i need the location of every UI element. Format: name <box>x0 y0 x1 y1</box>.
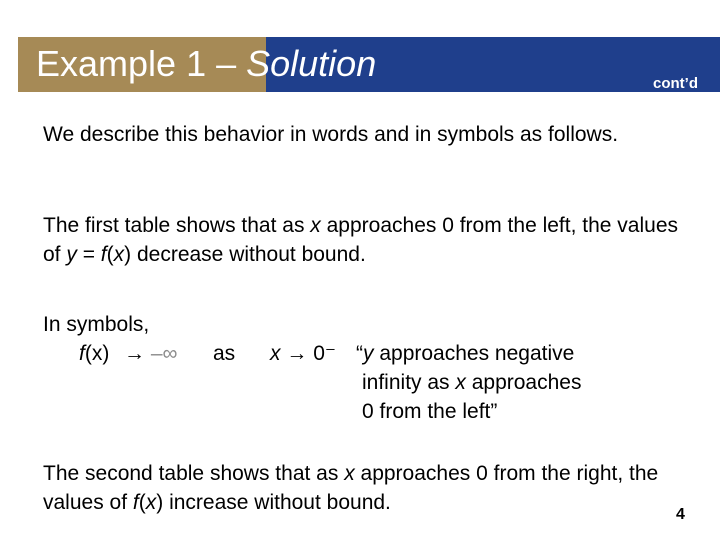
continued-label: cont’d <box>653 75 698 92</box>
symbols-intro: In symbols, <box>43 313 150 336</box>
symbol-as: as <box>213 342 236 365</box>
paragraph-describe: We describe this behavior in words and in symbols as follows. <box>43 123 619 146</box>
title-prefix: Example 1 – <box>36 43 247 84</box>
symbol-fx: f(x) <box>79 342 110 365</box>
paragraph-second-table: The second table shows that as x approaches 0 from the right, the values of f(x) increase without bound. <box>43 462 659 514</box>
symbol-x-to-zero-minus: x → 0⁻ <box>270 342 336 365</box>
paragraph-first-table: The first table shows that as x approaches 0 from the left, the values of y = f(x) decrease without bound. <box>43 214 679 266</box>
title-emphasis: Solution <box>246 43 377 84</box>
symbol-arrow-neg-infinity: → –∞ <box>124 342 178 365</box>
quote-explanation: “y approaches negative infinity as x approaches 0 from the left” <box>356 342 582 423</box>
title-bar <box>18 37 720 92</box>
slide-title <box>36 44 376 84</box>
page-number: 4 <box>676 506 685 523</box>
